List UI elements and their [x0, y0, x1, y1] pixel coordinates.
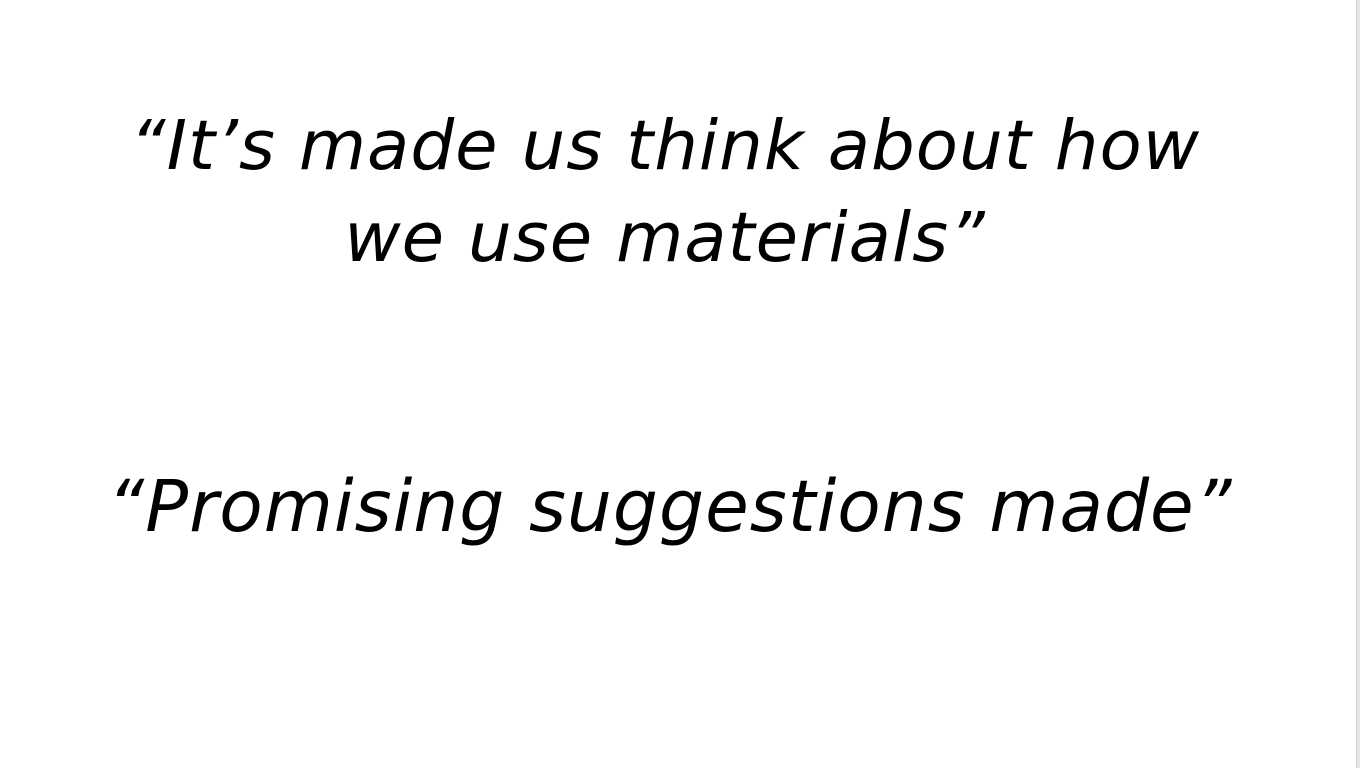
window-edge	[1356, 0, 1360, 768]
quote-line: “Promising suggestions made”	[107, 465, 1233, 548]
quote-materials	[0, 100, 1330, 284]
quote-line: “It’s made us think about how	[129, 106, 1201, 186]
quote-line: we use materials”	[344, 198, 986, 278]
quote-suggestions	[0, 462, 1340, 552]
